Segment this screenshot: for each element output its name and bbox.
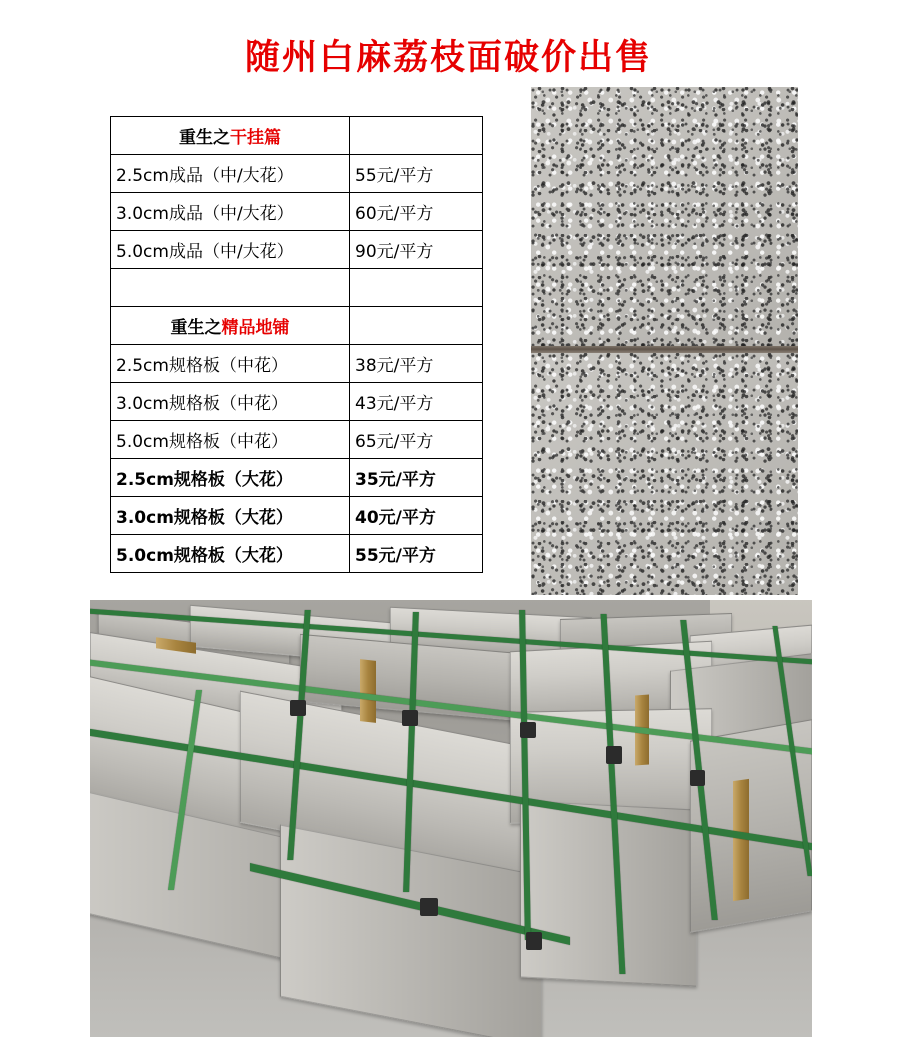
item-price: 40元/平方 xyxy=(350,497,483,535)
table-row-header-1 xyxy=(111,117,483,155)
table-row xyxy=(111,497,483,535)
table-row xyxy=(111,383,483,421)
strap-corner-protector xyxy=(290,700,306,716)
page-title: 随州白麻荔枝面破价出售 xyxy=(244,38,652,78)
wood-dunnage xyxy=(733,779,749,901)
section-header-highlight: 精品地铺 xyxy=(221,318,290,338)
stone-texture-photo xyxy=(531,87,798,595)
stone-texture-upper-slab xyxy=(531,87,798,349)
strap-corner-protector xyxy=(402,710,418,726)
section-header-price-blank xyxy=(350,117,483,155)
section-header-prefix: 重生之 xyxy=(179,128,230,148)
item-price: 55元/平方 xyxy=(350,155,483,193)
item-price: 35元/平方 xyxy=(350,459,483,497)
section-header-prefix: 重生之 xyxy=(170,318,222,338)
section-header-highlight: 干挂篇 xyxy=(230,128,281,148)
table-row xyxy=(111,535,483,573)
table-row xyxy=(111,231,483,269)
table-row xyxy=(111,459,483,497)
item-label: 5.0cm规格板（大花） xyxy=(111,535,350,573)
table-row xyxy=(111,345,483,383)
strap-corner-protector xyxy=(526,932,542,950)
section-header-dry-hang xyxy=(111,117,350,155)
stone-texture-lower-slab xyxy=(531,353,798,595)
item-label: 2.5cm成品（中/大花） xyxy=(111,155,350,193)
item-label: 5.0cm成品（中/大花） xyxy=(111,231,350,269)
spacer-cell-right xyxy=(350,269,483,307)
item-label: 3.0cm规格板（中花） xyxy=(111,383,350,421)
item-price: 65元/平方 xyxy=(350,421,483,459)
item-price: 60元/平方 xyxy=(350,193,483,231)
pallets-photo xyxy=(90,600,812,1037)
wood-dunnage xyxy=(360,659,376,723)
strap-corner-protector xyxy=(520,722,536,738)
item-label: 3.0cm成品（中/大花） xyxy=(111,193,350,231)
section-header-premium-paving xyxy=(111,307,350,345)
item-price: 43元/平方 xyxy=(350,383,483,421)
item-label: 2.5cm规格板（中花） xyxy=(111,345,350,383)
table-row xyxy=(111,193,483,231)
table-row-header-2 xyxy=(111,307,483,345)
strap-corner-protector xyxy=(606,746,622,764)
item-price: 90元/平方 xyxy=(350,231,483,269)
strap-corner-protector xyxy=(420,898,438,916)
price-table xyxy=(110,116,483,573)
item-price: 55元/平方 xyxy=(350,535,483,573)
table-row xyxy=(111,155,483,193)
item-label: 2.5cm规格板（大花） xyxy=(111,459,350,497)
section-header-price-blank xyxy=(350,307,483,345)
item-label: 3.0cm规格板（大花） xyxy=(111,497,350,535)
stone-slab-seam xyxy=(531,346,798,353)
strap-corner-protector xyxy=(690,770,705,786)
item-price: 38元/平方 xyxy=(350,345,483,383)
slab-stack-side xyxy=(520,800,697,986)
table-row-spacer xyxy=(111,269,483,307)
table-row xyxy=(111,421,483,459)
item-label: 5.0cm规格板（中花） xyxy=(111,421,350,459)
price-table-body xyxy=(111,117,483,573)
spacer-cell-left xyxy=(111,269,350,307)
